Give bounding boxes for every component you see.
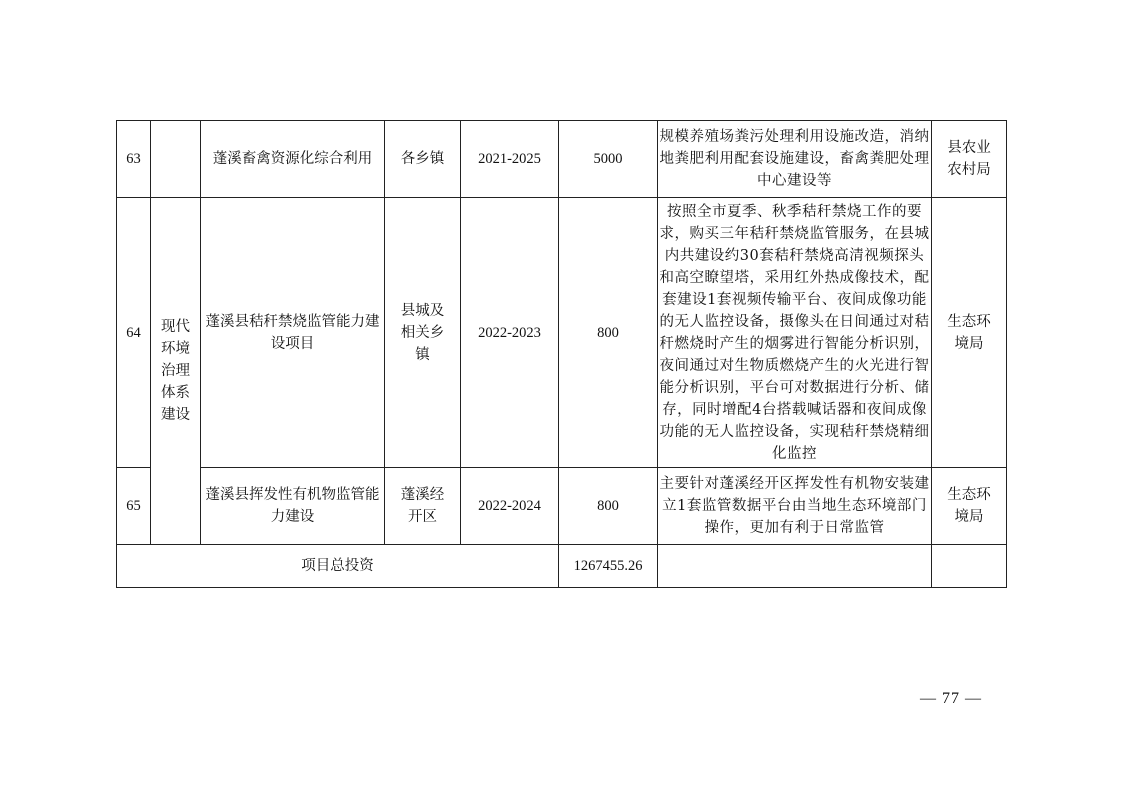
responsible-department: 生态环境局 xyxy=(932,468,1007,545)
project-location: 县城及相关乡镇 xyxy=(385,198,461,468)
project-content: 按照全市夏季、秋季秸秆禁烧工作的要求，购买三年秸秆禁烧监管服务，在县城内共建设约30套秸秆禁烧高清视频探头和高空瞭望塔，采用红外热成像技术，配套建设1套视频传输平台、夜间成像功能的无人监控设备，摄像头在日间通过对秸秆燃烧时产生的烟雾进行智能分析识别，夜间通过对生物质燃烧产生的火光进行智能分析识别，平台可对数据进行分析、储存，同时增配4台搭载喊话器和夜间成像功能的无人监控设备，实现秸秆禁烧精细化监控 xyxy=(658,198,932,468)
project-table xyxy=(116,120,1007,588)
total-empty-cell xyxy=(932,545,1007,588)
total-investment: 1267455.26 xyxy=(559,545,658,588)
project-period: 2022-2023 xyxy=(461,198,559,468)
total-label: 项目总投资 xyxy=(117,545,559,588)
project-name: 蓬溪畜禽资源化综合利用 xyxy=(201,121,385,198)
row-index: 65 xyxy=(117,468,151,545)
responsible-department: 县农业农村局 xyxy=(932,121,1007,198)
table-row xyxy=(117,198,1007,468)
page-number: — 77 — xyxy=(920,690,982,707)
project-name: 蓬溪县秸秆禁烧监管能力建设项目 xyxy=(201,198,385,468)
project-location: 蓬溪经开区 xyxy=(385,468,461,545)
project-investment: 5000 xyxy=(559,121,658,198)
project-period: 2021-2025 xyxy=(461,121,559,198)
row-index: 63 xyxy=(117,121,151,198)
row-category xyxy=(151,121,201,198)
row-index: 64 xyxy=(117,198,151,468)
project-period: 2022-2024 xyxy=(461,468,559,545)
project-investment: 800 xyxy=(559,198,658,468)
project-content: 主要针对蓬溪经开区挥发性有机物安装建立1套监管数据平台由当地生态环境部门操作，更加有利于日常监管 xyxy=(658,468,932,545)
total-empty-cell xyxy=(658,545,932,588)
project-location: 各乡镇 xyxy=(385,121,461,198)
row-category: 现代环境治理体系建设 xyxy=(151,198,201,545)
project-investment: 800 xyxy=(559,468,658,545)
project-content: 规模养殖场粪污处理利用设施改造，消纳地粪肥利用配套设施建设，畜禽粪肥处理中心建设等 xyxy=(658,121,932,198)
total-row xyxy=(117,545,1007,588)
responsible-department: 生态环境局 xyxy=(932,198,1007,468)
table-row xyxy=(117,121,1007,198)
table-row xyxy=(117,468,1007,545)
project-name: 蓬溪县挥发性有机物监管能力建设 xyxy=(201,468,385,545)
